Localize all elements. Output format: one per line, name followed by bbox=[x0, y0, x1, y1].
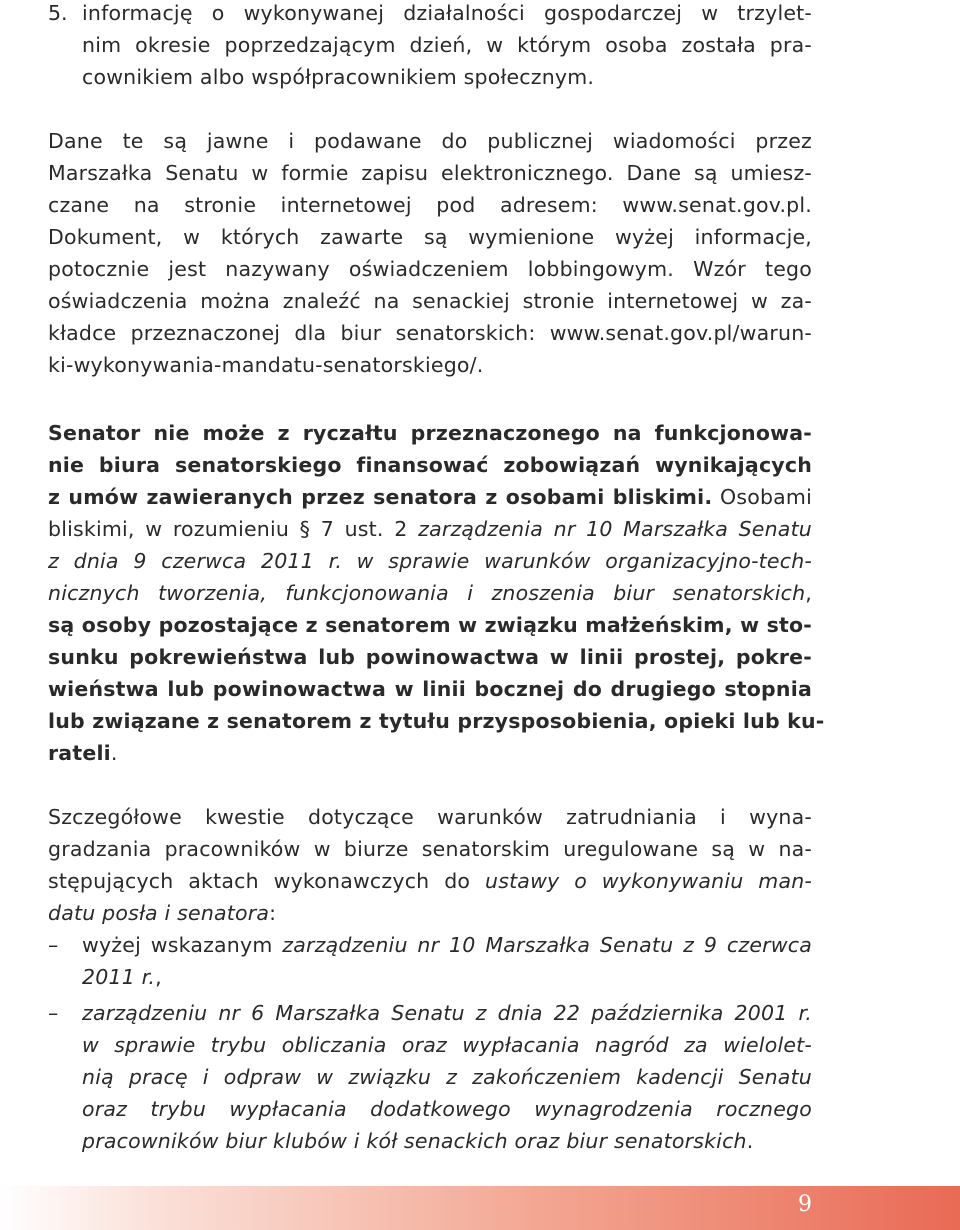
text: , bbox=[805, 581, 812, 605]
text: . bbox=[110, 741, 118, 765]
text-line bbox=[48, 897, 812, 929]
text-line bbox=[82, 961, 812, 993]
text-line: z dnia 9 czerwca 2011 r. w sprawie warunków organizacyjno-tech- bbox=[48, 549, 812, 573]
italic-text: zarządzenia nr 10 Marszałka Senatu bbox=[418, 517, 812, 541]
text-line bbox=[48, 513, 812, 545]
text: wyżej wskazanym bbox=[82, 933, 283, 957]
list-dash: – bbox=[48, 933, 59, 957]
text-line: w sprawie trybu obliczania oraz wypłacania nagród za wielolet- bbox=[82, 1033, 812, 1057]
italic-text: pracowników biur klubów i kół senackich oraz biur senatorskich bbox=[82, 1129, 747, 1153]
text-line: potocznie jest nazywany oświadczeniem lobbingowym. Wzór tego bbox=[48, 257, 812, 281]
text-line: wieństwa lub powinowactwa w linii bocznej do drugiego stopnia bbox=[48, 677, 812, 701]
text: stępujących aktach wykonawczych do bbox=[48, 869, 485, 893]
text-line: zarządzeniu nr 6 Marszałka Senatu z dnia 22 października 2001 r. bbox=[82, 1001, 812, 1025]
text-line bbox=[82, 1125, 812, 1157]
text-line: oraz trybu wypłacania dodatkowego wynagrodzenia rocznego bbox=[82, 1097, 812, 1121]
italic-text: 2011 r. bbox=[82, 965, 156, 989]
text-line: sunku pokrewieństwa lub powinowactwa w linii prostej, pokre- bbox=[48, 645, 812, 669]
text-line: Marszałka Senatu w formie zapisu elektronicznego. Dane są umiesz- bbox=[48, 161, 812, 185]
text-line: Dokument, w których zawarte są wymienione wyżej informacje, bbox=[48, 225, 812, 249]
page-number: 9 bbox=[798, 1192, 812, 1217]
text-line: informację o wykonywanej działalności gospodarczej w trzylet- bbox=[82, 1, 812, 25]
text: bliskimi, w rozumieniu § 7 ust. 2 bbox=[48, 517, 419, 541]
bold-text: z umów zawieranych przez senatora z osobami bliskimi. bbox=[48, 485, 713, 509]
text-line: ki-wykonywania-mandatu-senatorskiego/. bbox=[48, 353, 484, 377]
text-line: cownikiem albo współpracownikiem społecznym. bbox=[82, 65, 595, 89]
text: Osobami bbox=[712, 485, 812, 509]
text-line bbox=[48, 481, 812, 513]
text-line bbox=[82, 929, 812, 961]
bold-text: rateli bbox=[48, 741, 111, 765]
text-line: Szczegółowe kwestie dotyczące warunków zatrudniania i wyna- bbox=[48, 805, 812, 829]
text-line: oświadczenia można znaleźć na senackiej stronie internetowej w za- bbox=[48, 289, 812, 313]
text-line: Dane te są jawne i podawane do publicznej wiadomości przez bbox=[48, 129, 812, 153]
text: . bbox=[746, 1129, 754, 1153]
italic-text: zarządzeniu nr 10 Marszałka Senatu z 9 czerwca bbox=[282, 933, 812, 957]
text-line: gradzania pracowników w biurze senatorskim uregulowane są w na- bbox=[48, 837, 812, 861]
text-line: czane na stronie internetowej pod adresem: www.senat.gov.pl. bbox=[48, 193, 812, 217]
footer-bar bbox=[0, 1186, 960, 1230]
text-line: nie biura senatorskiego finansować zobowiązań wynikających bbox=[48, 453, 812, 477]
text-line bbox=[48, 737, 812, 769]
list-dash: – bbox=[48, 1001, 59, 1025]
text-line: są osoby pozostające z senatorem w związku małżeńskim, w sto- bbox=[48, 613, 812, 637]
text-line: Senator nie może z ryczałtu przeznaczonego na funkcjonowa- bbox=[48, 421, 812, 445]
text: , bbox=[155, 965, 162, 989]
text-line bbox=[48, 577, 812, 609]
text-line bbox=[48, 865, 812, 897]
text-line: lub związane z senatorem z tytułu przysposobienia, opieki lub ku- bbox=[48, 709, 825, 733]
text-line: nią pracę i odpraw w związku z zakończeniem kadencji Senatu bbox=[82, 1065, 812, 1089]
list-number: 5. bbox=[48, 1, 68, 25]
italic-text: datu posła i senatora bbox=[48, 901, 270, 925]
text-line: nim okresie poprzedzającym dzień, w którym osoba została pra- bbox=[82, 33, 812, 57]
text-line: kładce przeznaczonej dla biur senatorskich: www.senat.gov.pl/warun- bbox=[48, 321, 812, 345]
text: : bbox=[269, 901, 277, 925]
italic-text: nicznych tworzenia, funkcjonowania i znoszenia biur senatorskich bbox=[48, 581, 806, 605]
italic-text: ustawy o wykonywaniu man- bbox=[485, 869, 812, 893]
